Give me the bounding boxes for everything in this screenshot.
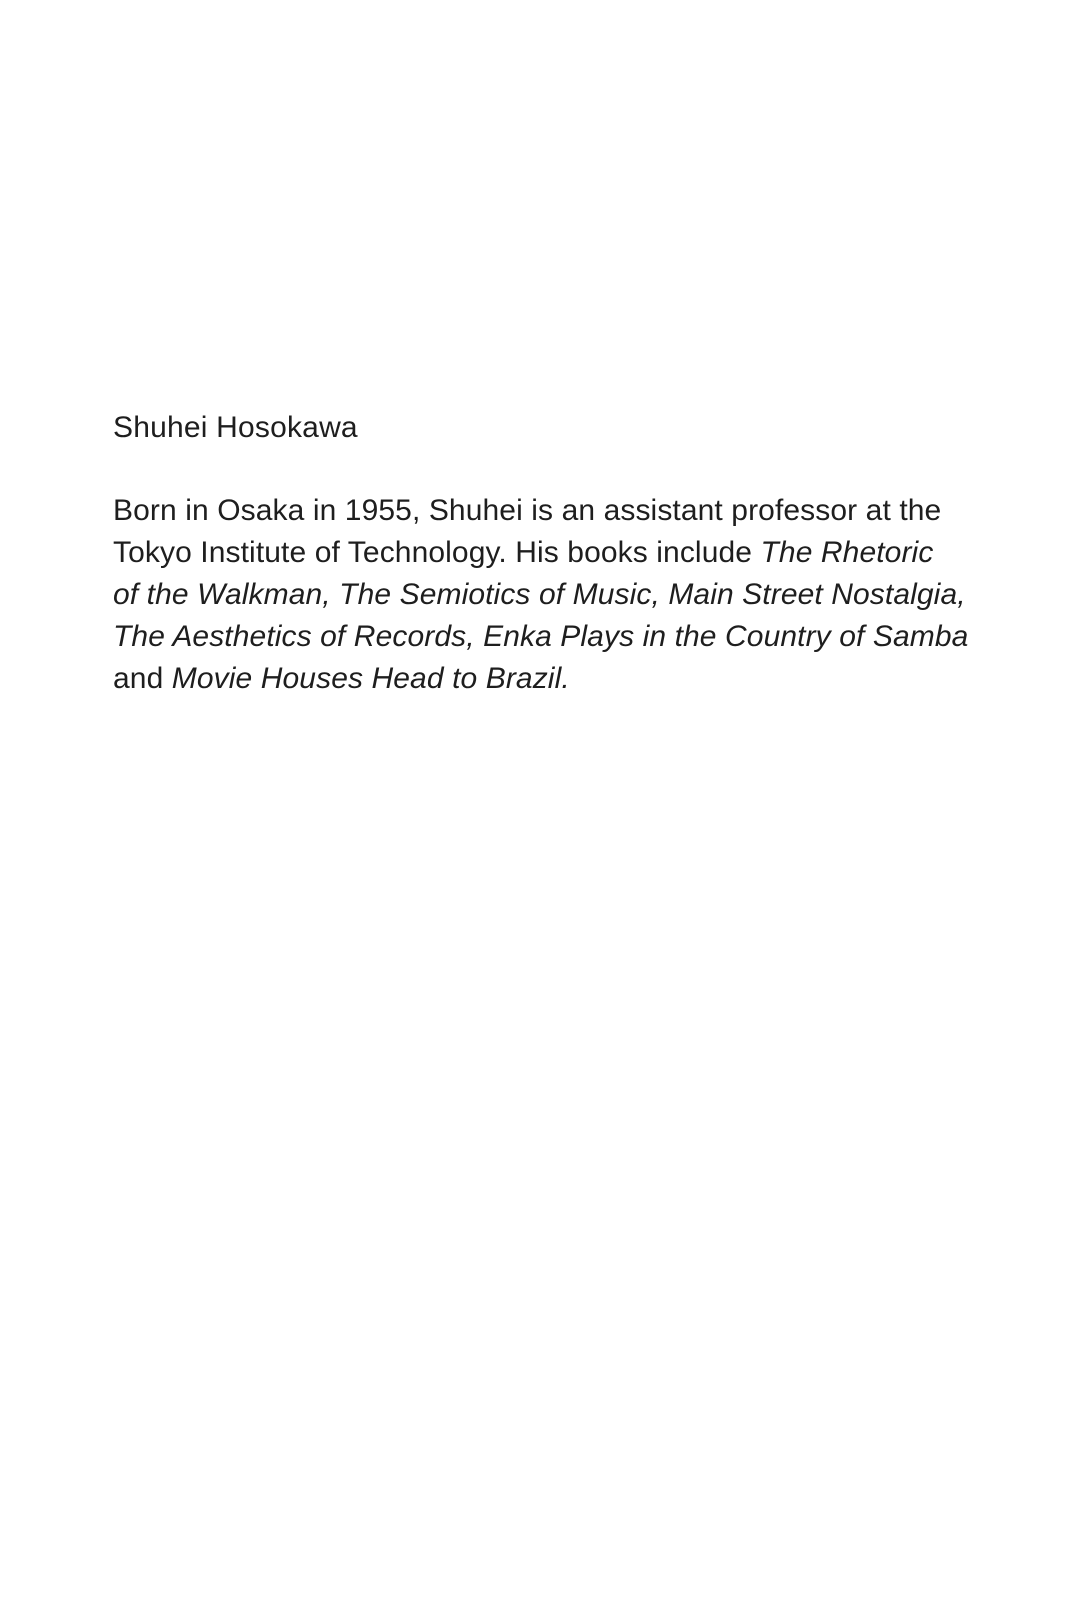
bio-text-and: and [113,662,164,695]
book-title-rhetoric-part2: of the Walkman, [113,578,331,611]
bio-line-3 [113,574,993,616]
bio-text-institute: Tokyo Institute of Technology. His books include [113,536,761,569]
bio-line-5 [113,658,993,700]
bio-line-2 [113,532,993,574]
book-title-enka: Enka Plays in the Country of Samba [483,620,969,653]
book-title-rhetoric-part1: The Rhetoric [760,536,934,569]
book-title-aesthetics: The Aesthetics of Records, [113,620,475,653]
book-title-movie-houses: Movie Houses Head to Brazil. [171,662,570,695]
bio-line-1: Born in Osaka in 1955, Shuhei is an assistant professor at the [113,494,942,527]
book-title-semiotics: The Semiotics of Music, [339,578,660,611]
author-biography [113,490,993,700]
author-name: Shuhei Hosokawa [113,411,358,444]
bio-line-4 [113,616,993,658]
book-title-nostalgia: Main Street Nostalgia, [668,578,966,611]
